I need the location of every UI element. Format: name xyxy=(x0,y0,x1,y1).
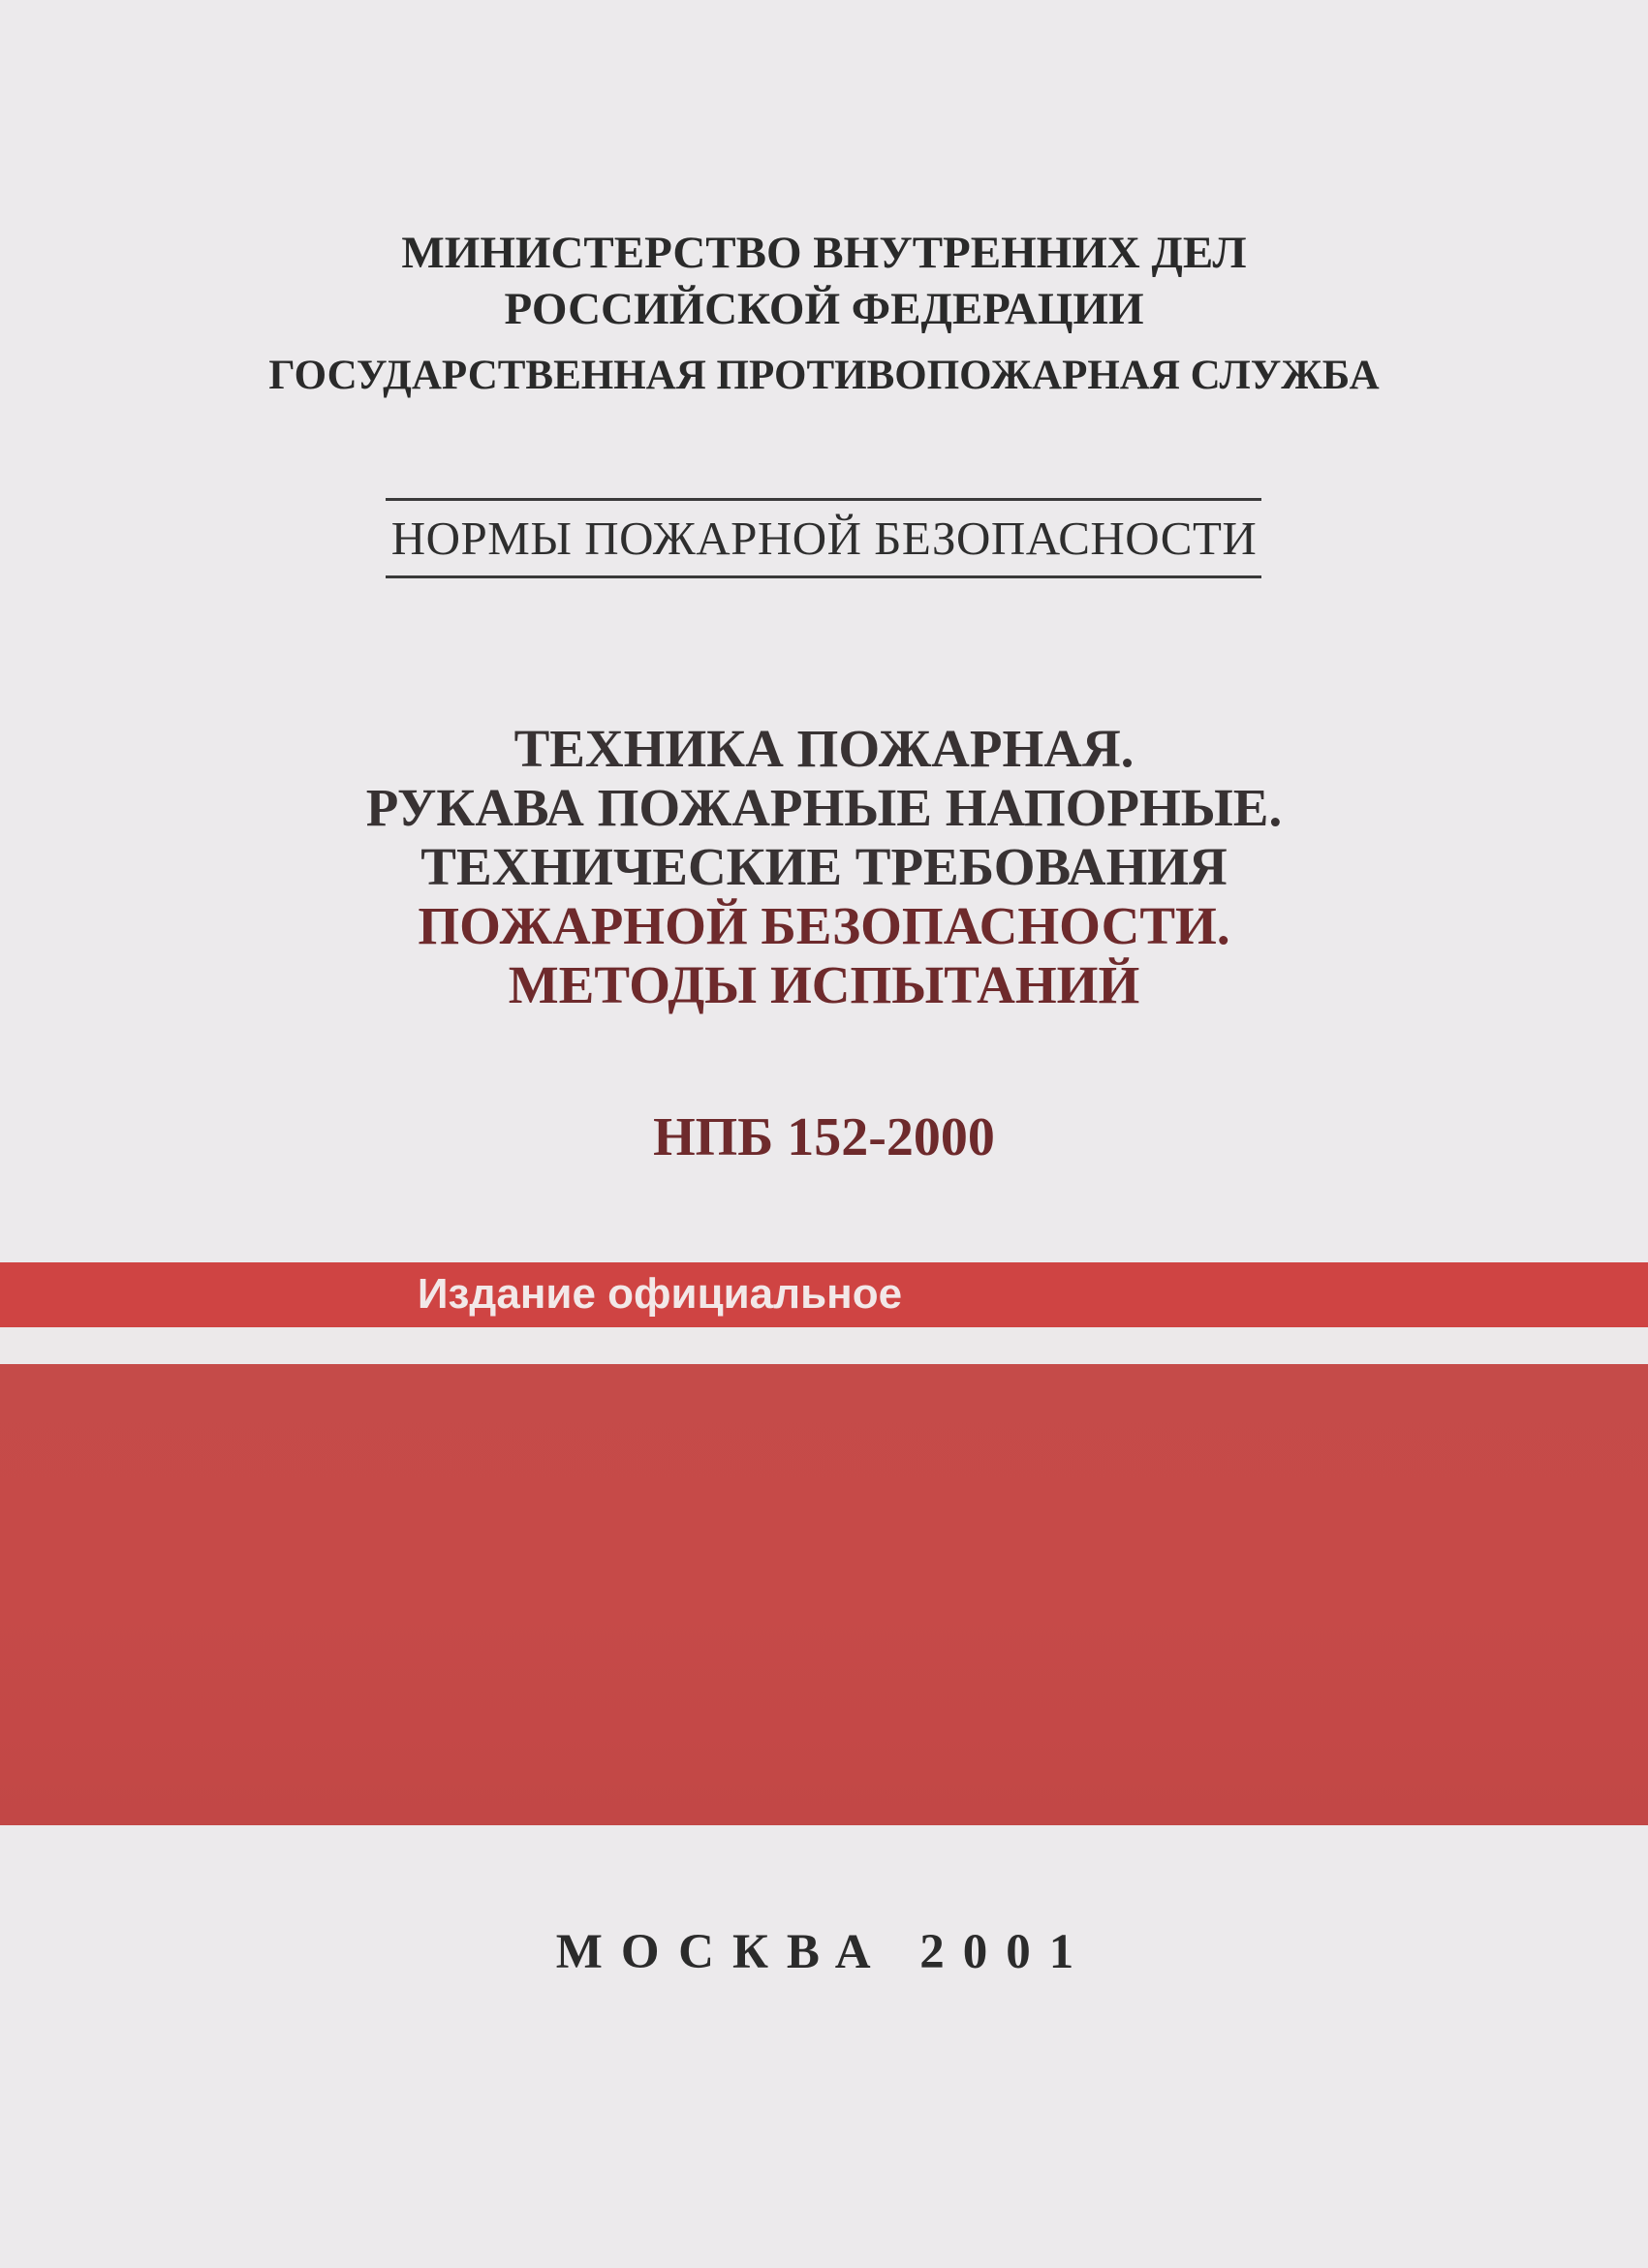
band-separator xyxy=(0,1327,1648,1364)
title-line-3: ТЕХНИЧЕСКИЕ ТРЕБОВАНИЯ xyxy=(420,837,1228,896)
title-line-1: ТЕХНИКА ПОЖАРНАЯ. xyxy=(513,719,1135,778)
ministry-heading xyxy=(0,225,1648,337)
title-line-2: РУКАВА ПОЖАРНЫЕ НАПОРНЫЕ. xyxy=(365,778,1283,837)
edition-label: Издание официальное xyxy=(417,1270,903,1318)
city-year: МОСКВА 2001 xyxy=(555,1925,1093,1979)
red-band-main xyxy=(0,1364,1648,1825)
norms-rule-bottom xyxy=(386,575,1261,578)
document-title xyxy=(0,719,1648,1014)
document-code: НПБ 152-2000 xyxy=(653,1107,995,1167)
title-line-4: ПОЖАРНОЙ БЕЗОПАСНОСТИ. xyxy=(418,896,1230,955)
norms-heading: НОРМЫ ПОЖАРНОЙ БЕЗОПАСНОСТИ xyxy=(390,512,1258,565)
norms-rule-top xyxy=(386,498,1261,501)
title-line-5: МЕТОДЫ ИСПЫТАНИЙ xyxy=(508,955,1140,1014)
ministry-line-1: МИНИСТЕРСТВО ВНУТРЕННИХ ДЕЛ xyxy=(401,228,1247,278)
service-heading: ГОСУДАРСТВЕННАЯ ПРОТИВОПОЖАРНАЯ СЛУЖБА xyxy=(268,353,1380,398)
ministry-line-2: РОССИЙСКОЙ ФЕДЕРАЦИИ xyxy=(504,284,1144,334)
